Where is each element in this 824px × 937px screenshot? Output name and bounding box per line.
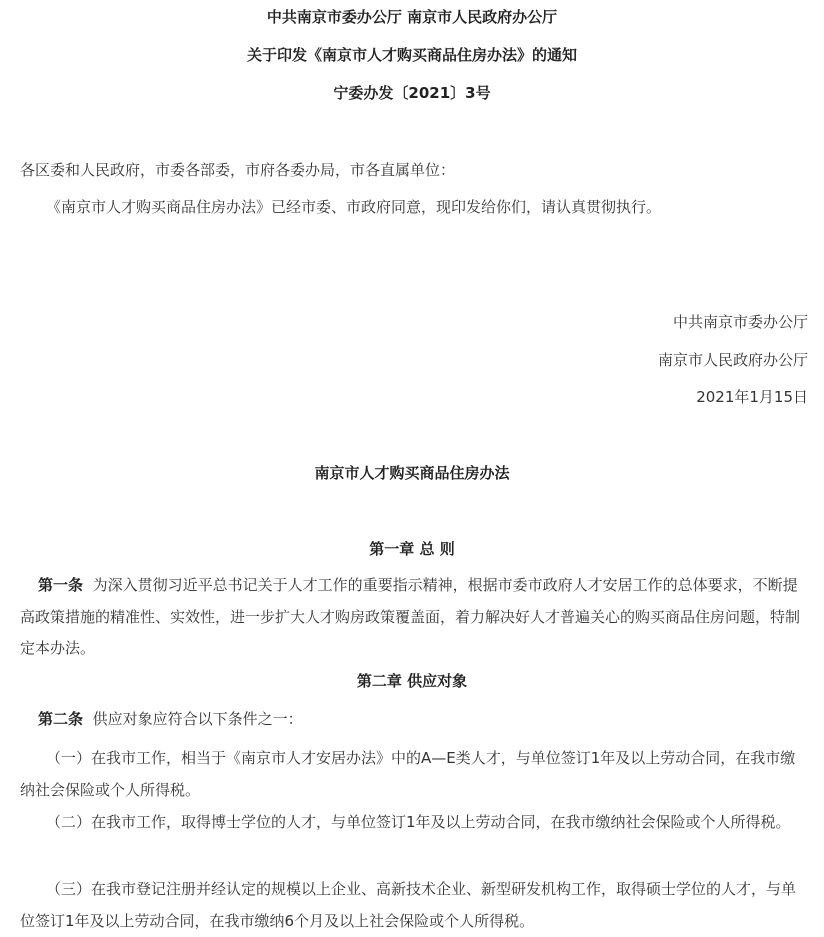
article-2 — [38, 709, 303, 729]
notice-body: 《南京市人才购买商品住房办法》已经市委、市政府同意，现印发给你们，请认真贯彻执行。 — [46, 198, 662, 216]
measures-title: 南京市人才购买商品住房办法 — [314, 464, 510, 482]
list-item: （三）在我市登记注册并经认定的规模以上企业、高新技术企业、新型研发机构工作，取得硕士学位的人才，与单位签订1年及以上劳动合同，在我市缴纳6个月及以上社会保险或个人所得税。 — [20, 880, 797, 930]
article-1-text: 为深入贯彻习近平总书记关于人才工作的重要指示精神，根据市委市政府人才安居工作的总体要求，不断提高政策措施的精准性、实效性，进一步扩大人才购房政策覆盖面，着力解决好人才普遍关心的购买商品住房问题，特制定本办法。 — [20, 576, 801, 657]
signature-issuer-1: 中共南京市委办公厅 — [672, 313, 808, 331]
chapter-2-heading: 第二章 供应对象 — [356, 672, 468, 690]
article-2-text: 供应对象应符合以下条件之一： — [92, 710, 303, 728]
issuer-heading: 中共南京市委办公厅 南京市人民政府办公厅 — [266, 8, 558, 26]
list-item: （一）在我市工作，相当于《南京市人才安居办法》中的A—E类人才，与单位签订1年及以上劳动合同，在我市缴纳社会保险或个人所得税。 — [20, 749, 796, 799]
article-2-label: 第二条 — [38, 710, 84, 728]
signature-date: 2021年1月15日 — [696, 388, 808, 406]
notice-title: 关于印发《南京市人才购买商品住房办法》的通知 — [246, 46, 577, 64]
signature-issuer-2: 南京市人民政府办公厅 — [657, 351, 808, 369]
addressees: 各区委和人民政府，市委各部委，市府各委办局，市各直属单位： — [20, 161, 456, 179]
article-1 — [20, 570, 810, 665]
document-number: 宁委办发〔2021〕3号 — [333, 84, 491, 102]
list-item: （二）在我市工作，取得博士学位的人才，与单位签订1年及以上劳动合同，在我市缴纳社会保险或个人所得税。 — [46, 813, 791, 831]
chapter-1-heading: 第一章 总 则 — [369, 540, 455, 558]
article-1-label: 第一条 — [38, 576, 84, 594]
